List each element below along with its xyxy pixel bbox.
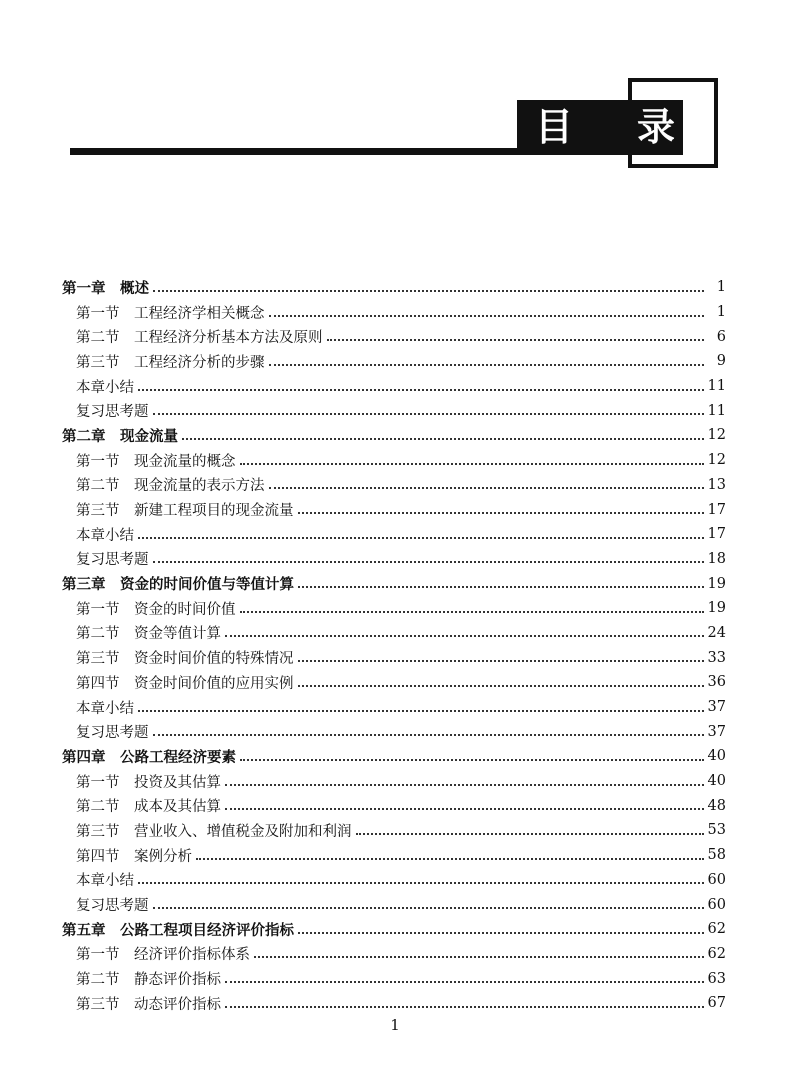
- toc-entry-title: 第二节 工程经济分析基本方法及原则: [76, 330, 323, 347]
- toc-entry-page: 1: [716, 279, 726, 296]
- dot-leader: [138, 388, 704, 391]
- toc-section-entry[interactable]: [62, 769, 726, 794]
- toc-section-entry[interactable]: [62, 991, 726, 1016]
- dot-leader: [269, 363, 705, 366]
- title-char-mu: 目: [535, 105, 574, 149]
- toc-entry-title: 复习思考题: [76, 404, 149, 421]
- toc-entry-page: 58: [707, 847, 726, 864]
- dot-leader: [225, 807, 704, 810]
- toc-entry-page: 60: [707, 871, 726, 888]
- dot-leader: [298, 931, 704, 934]
- toc-entry-title: 第二章 现金流量: [62, 427, 178, 445]
- toc-entry-title: 第四节 资金时间价值的应用实例: [76, 675, 294, 692]
- toc-entry-title: 第三章 资金的时间价值与等值计算: [62, 576, 294, 594]
- dot-leader: [225, 783, 704, 786]
- toc-entry-title: 第二节 静态评价指标: [76, 972, 221, 989]
- toc-section-entry[interactable]: [62, 547, 726, 572]
- toc-entry-title: 第三节 动态评价指标: [76, 996, 221, 1013]
- toc-entry-title: 第四章 公路工程经济要素: [62, 748, 236, 766]
- toc-entry-page: 53: [707, 822, 726, 839]
- toc-section-entry[interactable]: [62, 522, 726, 547]
- page-number: 1: [390, 1016, 400, 1034]
- toc-entry-page: 17: [707, 526, 726, 543]
- toc-entry-page: 40: [707, 773, 726, 790]
- dot-leader: [356, 832, 704, 835]
- toc-entry-page: 63: [707, 970, 726, 987]
- toc-section-entry[interactable]: [62, 868, 726, 893]
- toc-entry-title: 第三节 新建工程项目的现金流量: [76, 503, 294, 520]
- toc-entry-page: 19: [707, 575, 726, 592]
- toc-entry-page: 19: [707, 600, 726, 617]
- toc-entry-title: 第一节 工程经济学相关概念: [76, 305, 265, 322]
- toc-entry-title: 第一节 资金的时间价值: [76, 601, 236, 618]
- dot-leader: [153, 560, 704, 563]
- dot-leader: [298, 659, 704, 662]
- toc-entry-title: 第四节 案例分析: [76, 848, 192, 865]
- toc-chapter-entry[interactable]: [62, 917, 726, 942]
- toc-entry-page: 11: [707, 378, 726, 395]
- dot-leader: [269, 486, 704, 489]
- dot-leader: [298, 585, 704, 588]
- dot-leader: [225, 1005, 704, 1008]
- toc-section-entry[interactable]: [62, 324, 726, 349]
- toc-entry-page: 67: [707, 995, 726, 1012]
- toc-entry-title: 本章小结: [76, 700, 134, 717]
- toc-entry-title: 第三节 资金时间价值的特殊情况: [76, 651, 294, 668]
- toc-section-entry[interactable]: [62, 892, 726, 917]
- title-char-lu: 录: [636, 105, 675, 149]
- toc-entry-page: 62: [707, 921, 726, 938]
- toc-entry-title: 复习思考题: [76, 898, 149, 915]
- toc-section-entry[interactable]: [62, 448, 726, 473]
- toc-section-entry[interactable]: [62, 942, 726, 967]
- toc-entry-page: 12: [707, 427, 726, 444]
- dot-leader: [153, 906, 704, 909]
- toc-chapter-entry[interactable]: [62, 275, 726, 300]
- toc-entry-title: 第一节 投资及其估算: [76, 774, 221, 791]
- toc-section-entry[interactable]: [62, 843, 726, 868]
- toc-entry-page: 40: [707, 748, 726, 765]
- toc-entry-page: 11: [707, 402, 726, 419]
- dot-leader: [153, 289, 704, 292]
- toc-entry-page: 17: [707, 501, 726, 518]
- toc-entry-title: 第五章 公路工程项目经济评价指标: [62, 921, 294, 939]
- toc-entry-title: 第二节 成本及其估算: [76, 799, 221, 816]
- toc-entry-title: 第二节 资金等值计算: [76, 626, 221, 643]
- toc-chapter-entry[interactable]: [62, 423, 726, 448]
- toc-entry-page: 60: [707, 896, 726, 913]
- dot-leader: [196, 857, 704, 860]
- toc-entry-page: 6: [716, 328, 726, 345]
- toc-entry-page: 37: [707, 699, 726, 716]
- toc-entry-title: 第三节 工程经济分析的步骤: [76, 354, 265, 371]
- toc-chapter-entry[interactable]: [62, 571, 726, 596]
- dot-leader: [327, 338, 705, 341]
- dot-leader: [153, 412, 704, 415]
- title-rule: [70, 148, 530, 155]
- toc-section-entry[interactable]: [62, 670, 726, 695]
- toc-entry-page: 18: [707, 550, 726, 567]
- toc-entry-page: 13: [707, 476, 726, 493]
- dot-leader: [138, 709, 704, 712]
- toc-entry-page: 36: [707, 674, 726, 691]
- dot-leader: [138, 536, 704, 539]
- dot-leader: [182, 437, 704, 440]
- toc-entry-page: 48: [707, 797, 726, 814]
- toc-entry-page: 1: [716, 304, 726, 321]
- dot-leader: [298, 511, 704, 514]
- toc-section-entry[interactable]: [62, 719, 726, 744]
- toc-entry-title: 本章小结: [76, 527, 134, 544]
- dot-leader: [153, 733, 704, 736]
- dot-leader: [240, 462, 704, 465]
- toc-entry-title: 本章小结: [76, 379, 134, 396]
- dot-leader: [240, 758, 704, 761]
- toc-entry-title: 第一节 现金流量的概念: [76, 453, 236, 470]
- toc-section-entry[interactable]: [62, 596, 726, 621]
- toc-section-entry[interactable]: [62, 349, 726, 374]
- dot-leader: [138, 881, 704, 884]
- toc-section-entry[interactable]: [62, 966, 726, 991]
- toc-entry-title: 第一章 概述: [62, 279, 149, 297]
- toc-entry-title: 复习思考题: [76, 552, 149, 569]
- toc-entry-page: 12: [707, 452, 726, 469]
- toc-section-entry[interactable]: [62, 300, 726, 325]
- toc-entry-title: 本章小结: [76, 873, 134, 890]
- toc-entry-page: 62: [707, 945, 726, 962]
- toc-entry-title: 第一节 经济评价指标体系: [76, 947, 250, 964]
- toc-section-entry[interactable]: [62, 374, 726, 399]
- toc-section-entry[interactable]: [62, 621, 726, 646]
- toc-section-entry[interactable]: [62, 497, 726, 522]
- toc-section-entry[interactable]: [62, 473, 726, 498]
- dot-leader: [240, 610, 704, 613]
- toc-section-entry[interactable]: [62, 695, 726, 720]
- toc-section-entry[interactable]: [62, 793, 726, 818]
- toc-entry-page: 9: [716, 353, 726, 370]
- toc-section-entry[interactable]: [62, 645, 726, 670]
- toc-section-entry[interactable]: [62, 398, 726, 423]
- toc-section-entry[interactable]: [62, 818, 726, 843]
- dot-leader: [254, 955, 704, 958]
- dot-leader: [225, 980, 704, 983]
- toc-chapter-entry[interactable]: [62, 744, 726, 769]
- dot-leader: [269, 314, 705, 317]
- toc-header: [0, 0, 790, 200]
- toc-entry-title: 第二节 现金流量的表示方法: [76, 478, 265, 495]
- dot-leader: [298, 684, 704, 687]
- toc-entry-page: 37: [707, 723, 726, 740]
- dot-leader: [225, 634, 704, 637]
- toc-entry-page: 24: [707, 624, 726, 641]
- table-of-contents: [62, 275, 726, 1016]
- toc-entry-title: 第三节 营业收入、增值税金及附加和利润: [76, 823, 352, 840]
- toc-entry-title: 复习思考题: [76, 725, 149, 742]
- toc-entry-page: 33: [707, 649, 726, 666]
